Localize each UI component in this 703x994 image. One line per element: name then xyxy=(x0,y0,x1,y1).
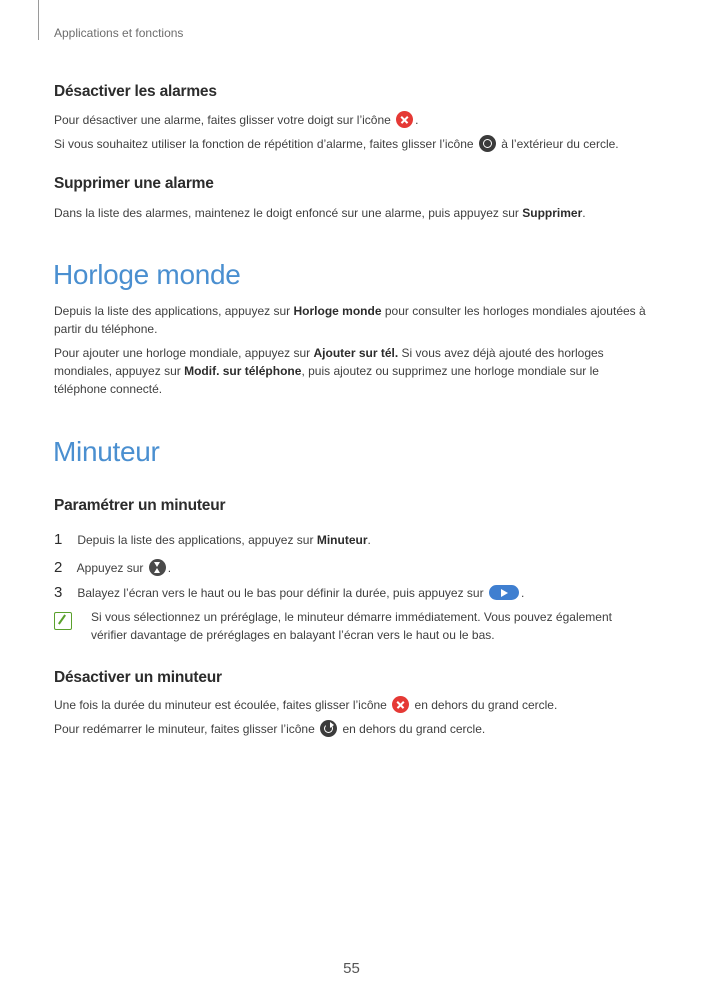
text: . xyxy=(415,113,419,127)
bold-text: Modif. sur téléphone xyxy=(184,364,302,378)
step-1 xyxy=(54,531,371,549)
bold-text: Ajouter sur tél. xyxy=(313,346,399,360)
section-header: Applications et fonctions xyxy=(54,26,184,40)
step-3 xyxy=(54,584,524,602)
text: Si vous avez déjà ajouté des horloges mondiales, appuyez sur xyxy=(54,346,604,378)
paragraph-restart-timer xyxy=(54,720,654,738)
text: pour consulter les horloges mondiales ajoutées à partir du téléphone. xyxy=(54,304,646,336)
paragraph-snooze xyxy=(54,135,654,153)
step-number: 1 xyxy=(54,531,63,548)
dismiss-x-icon xyxy=(392,696,409,713)
heading-world-clock: Horloge monde xyxy=(53,259,241,290)
text: Pour désactiver une alarme, faites glisser votre doigt sur l’icône xyxy=(54,113,391,127)
play-icon xyxy=(489,585,519,600)
text: Une fois la durée du minuteur est écoulée, faites glisser l’icône xyxy=(54,698,387,712)
text: , puis ajoutez ou supprimez une horloge mondiale sur le téléphone connecté. xyxy=(54,364,599,396)
text: . xyxy=(367,533,371,547)
heading-timer: Minuteur xyxy=(53,436,160,467)
text: en dehors du grand cercle. xyxy=(414,698,558,712)
snooze-icon xyxy=(479,135,496,152)
bold-text: Horloge monde xyxy=(293,304,382,318)
page-number: 55 xyxy=(343,960,360,977)
step-2 xyxy=(54,559,171,577)
text: Pour ajouter une horloge mondiale, appuyez sur xyxy=(54,346,311,360)
text: Si vous souhaitez utiliser la fonction de répétition d’alarme, faites glisser l’icône xyxy=(54,137,474,151)
bold-text: Supprimer xyxy=(522,206,583,220)
restart-icon xyxy=(320,720,337,737)
heading-disable-alarms: Désactiver les alarmes xyxy=(54,83,217,100)
text: à l’extérieur du cercle. xyxy=(501,137,619,151)
text: . xyxy=(520,586,525,600)
note-text: Si vous sélectionnez un préréglage, le minuteur démarre immédiatement. Vous pouvez également vérifier davantage de préréglages en balayant l’écran vers le haut ou le bas. xyxy=(91,610,612,642)
dismiss-x-icon xyxy=(396,111,413,128)
hourglass-icon xyxy=(149,559,166,576)
paragraph-world-clock-1 xyxy=(54,302,654,338)
paragraph-delete-alarm xyxy=(54,204,654,222)
text: Balayez l’écran vers le haut ou le bas pour définir la durée, puis appuyez sur xyxy=(77,586,484,600)
step-number: 2 xyxy=(54,559,63,576)
header-rule xyxy=(38,0,39,40)
note-icon xyxy=(54,612,72,630)
paragraph-disable-alarm xyxy=(54,111,654,129)
paragraph-world-clock-2 xyxy=(54,344,654,398)
bold-text: Minuteur xyxy=(316,533,368,547)
heading-disable-timer: Désactiver un minuteur xyxy=(54,669,222,686)
heading-delete-alarm: Supprimer une alarme xyxy=(54,175,214,192)
text: Depuis la liste des applications, appuyez sur xyxy=(54,304,291,318)
text: . xyxy=(167,561,172,575)
text: Dans la liste des alarmes, maintenez le doigt enfoncé sur une alarme, puis appuyez sur xyxy=(54,206,519,220)
text: Appuyez sur xyxy=(76,561,144,575)
paragraph-disable-timer xyxy=(54,696,654,714)
step-number: 3 xyxy=(54,584,63,601)
heading-set-timer: Paramétrer un minuteur xyxy=(54,497,226,514)
text: . xyxy=(582,206,586,220)
text: Depuis la liste des applications, appuyez sur xyxy=(77,533,314,547)
text: en dehors du grand cercle. xyxy=(342,722,486,736)
text: Pour redémarrer le minuteur, faites glisser l’icône xyxy=(54,722,315,736)
